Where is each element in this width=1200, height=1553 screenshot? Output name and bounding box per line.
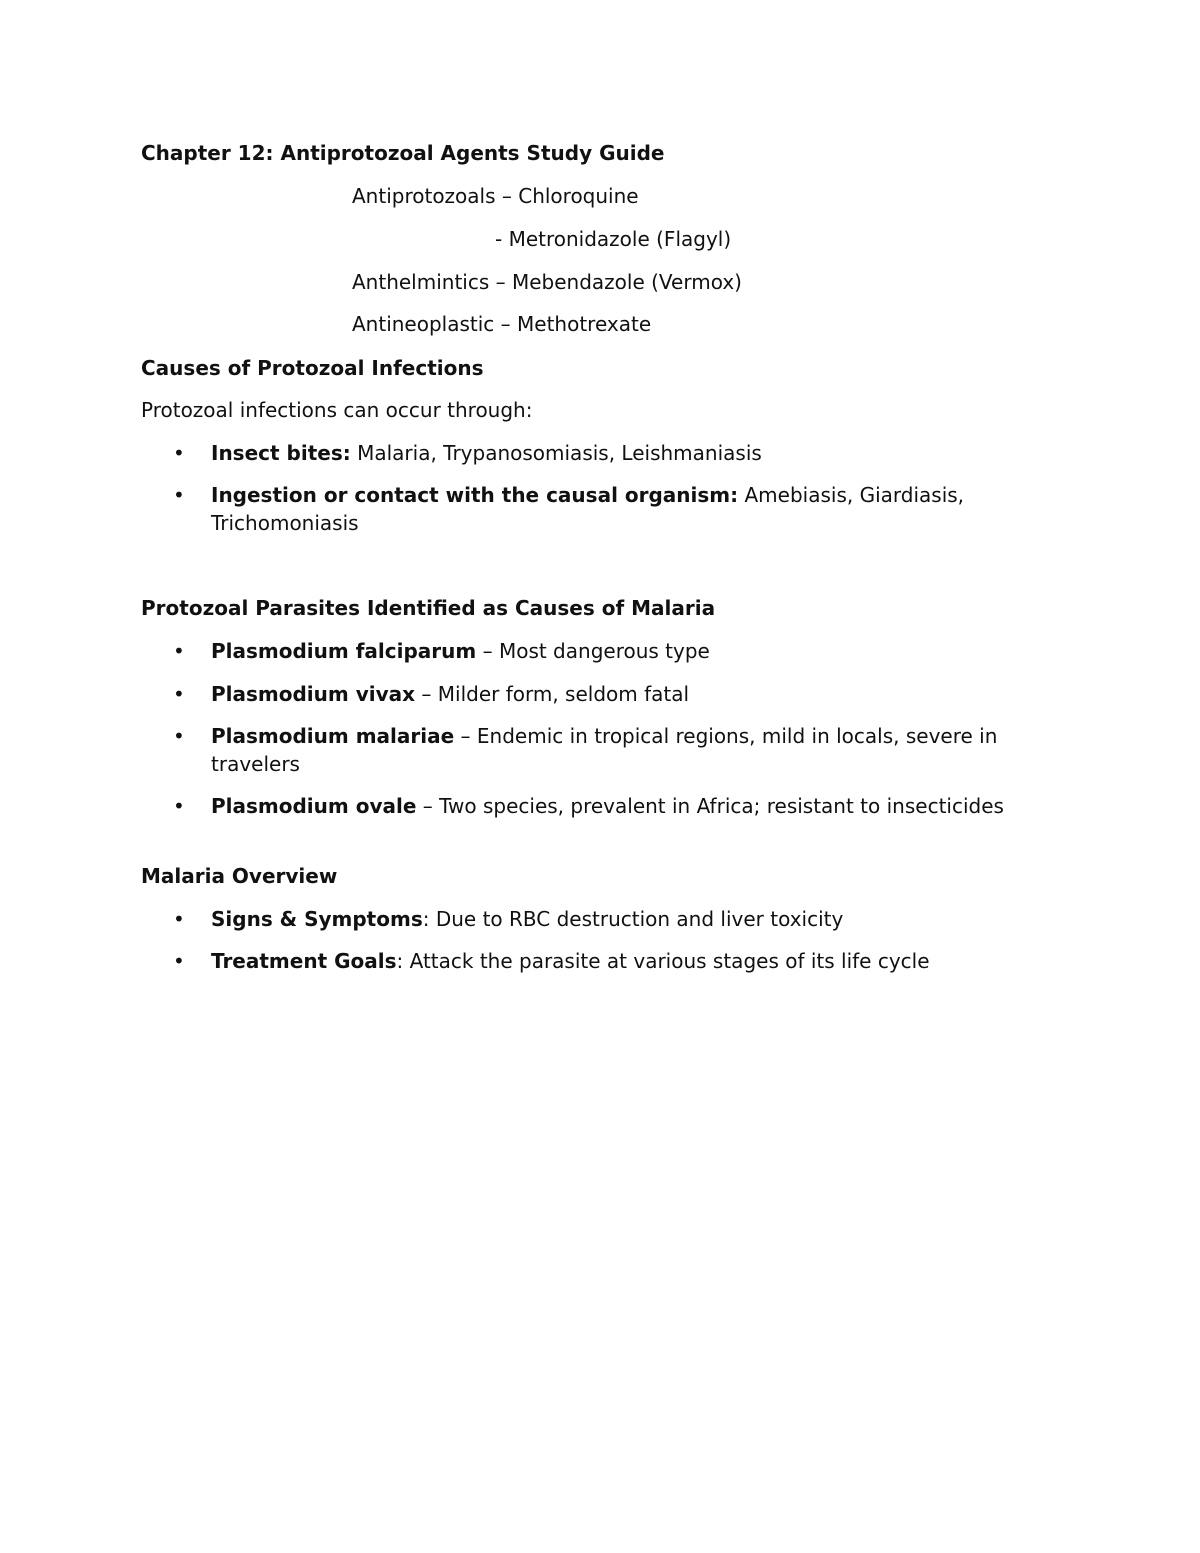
list-item [211, 637, 1051, 665]
list-item [211, 905, 1051, 933]
bullet: • [173, 907, 185, 931]
drug-line-anthelmintics: Anthelmintics – Mebendazole (Vermox) [352, 270, 742, 294]
list-item-text: – Most dangerous type [476, 639, 710, 663]
list-item [211, 722, 1051, 778]
list-item-text: – Endemic in tropical regions, mild in locals, severe in travelers [211, 724, 998, 776]
list-item-term: Signs & Symptoms [211, 907, 423, 931]
list-item-term: Plasmodium ovale [211, 794, 417, 818]
drug-line-antiprotozoals: Antiprotozoals – Chloroquine [352, 184, 639, 208]
list-item [211, 947, 1051, 975]
section-heading-overview: Malaria Overview [141, 864, 338, 888]
list-item [211, 439, 1051, 467]
list-item-term: Plasmodium vivax [211, 682, 416, 706]
list-item [211, 792, 1051, 820]
section-heading-causes: Causes of Protozoal Infections [141, 356, 484, 380]
list-item-term: Plasmodium falciparum [211, 639, 477, 663]
list-item-text: : Due to RBC destruction and liver toxicity [422, 907, 844, 931]
bullet: • [173, 724, 185, 748]
list-item-term: Treatment Goals [211, 949, 397, 973]
list-item-term: Insect bites: [211, 441, 351, 465]
bullet: • [173, 949, 185, 973]
list-item-text: : Attack the parasite at various stages of its life cycle [396, 949, 930, 973]
drug-line-metronidazole: - Metronidazole (Flagyl) [495, 227, 732, 251]
document-title: Chapter 12: Antiprotozoal Agents Study Guide [141, 141, 665, 165]
bullet: • [173, 441, 185, 465]
causes-intro: Protozoal infections can occur through: [141, 398, 533, 422]
list-item-text: Amebiasis, Giardiasis, Trichomoniasis [211, 483, 965, 535]
bullet: • [173, 794, 185, 818]
list-item [211, 680, 1051, 708]
bullet: • [173, 682, 185, 706]
list-item-text: – Milder form, seldom fatal [415, 682, 690, 706]
list-item-text: – Two species, prevalent in Africa; resistant to insecticides [416, 794, 1004, 818]
list-item [211, 481, 1051, 537]
list-item-term: Plasmodium malariae [211, 724, 455, 748]
drug-line-antineoplastic: Antineoplastic – Methotrexate [352, 312, 652, 336]
bullet: • [173, 639, 185, 663]
list-item-term: Ingestion or contact with the causal organism: [211, 483, 739, 507]
list-item-text: Malaria, Trypanosomiasis, Leishmaniasis [350, 441, 762, 465]
bullet: • [173, 483, 185, 507]
section-heading-parasites: Protozoal Parasites Identified as Causes of Malaria [141, 596, 716, 620]
